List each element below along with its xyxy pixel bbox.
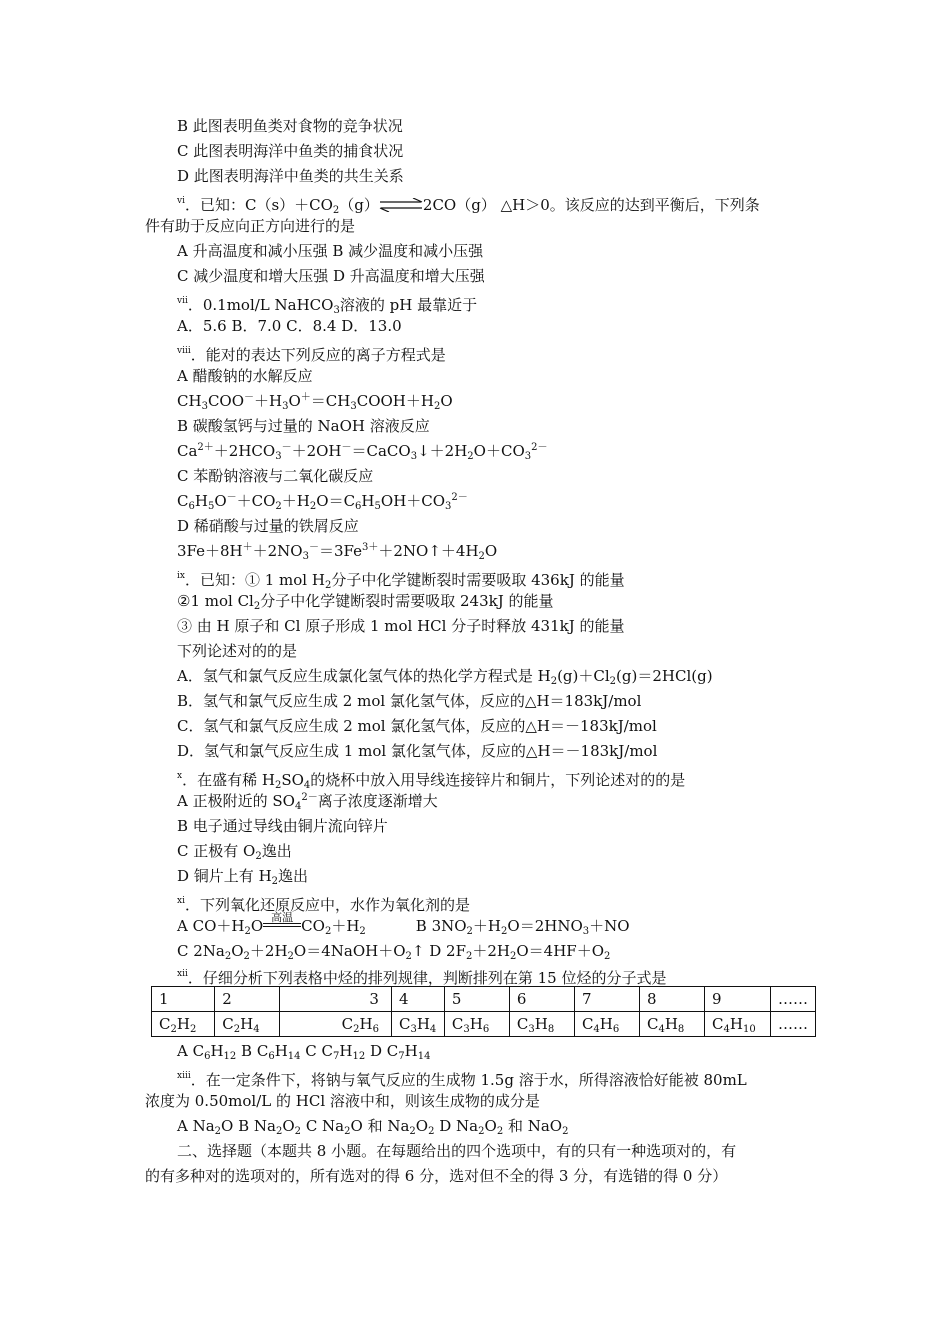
stem-text: ．在盛有稀 H: [182, 771, 275, 789]
question-number: xi: [177, 896, 185, 906]
question-number: vi: [177, 196, 185, 206]
option-a: A．氢气和氯气反应生成氯化氢气体的热化学方程式是 $H_2(g)+Cl_2(g)=2HCl(g)$: [177, 667, 713, 687]
stem-text: ．已知：① 1 mol H: [184, 571, 325, 589]
table-row: [152, 1012, 816, 1037]
option-a: A 醋酸钠的水解反应: [177, 367, 313, 385]
stem-text: ．能对的表达下列反应的离子方程式是: [190, 346, 446, 364]
option-text: 离子浓度逐渐增大: [317, 792, 438, 810]
option-b: B 此图表明鱼类对食物的竞争状况: [177, 117, 403, 135]
question-12-stem: [177, 964, 667, 987]
question-9-prompt: 下列论述对的的是: [177, 642, 298, 660]
table-cell: ……: [771, 1012, 816, 1037]
stem-text: ．已知：C（s）＋CO: [184, 196, 333, 214]
question-9-stem: $^{ix}$．已知：① 1 mol $H_2$分子中化学键断裂时需要吸取 436kJ 的能量: [177, 571, 625, 591]
option-text: C 正极有 O: [177, 842, 256, 860]
equation-d: $3Fe+8H^++2NO_3^-=3Fe^{3+}+2NO↑+4H_2O$: [177, 542, 498, 562]
option-b: B．氢气和氯气反应生成 2 mol 氯化氢气体，反应的△H＝183kJ/mol: [177, 692, 642, 710]
question-6-options-cd: C 减少温度和增大压强 D 升高温度和增大压强: [177, 267, 485, 285]
table-cell: ……: [771, 987, 816, 1012]
stem-text: 分子中化学键断裂时需要吸取 436kJ 的能量: [331, 571, 625, 589]
question-number: viii: [177, 346, 191, 356]
stem-text: 的烧杯中放入用导线连接锌片和铜片，下列论述对的的是: [310, 771, 686, 789]
table-cell: $C_2H_2$: [152, 1012, 215, 1037]
stem-text: 分子中化学键断裂时需要吸取 243kJ 的能量: [260, 592, 554, 610]
question-8-stem: [177, 341, 446, 364]
question-13-stem-cont: 浓度为 0.50mol/L 的 HCl 溶液中和，则该生成物的成分是: [145, 1092, 540, 1110]
equation-c: $C_6H_5O^-+CO_2+H_2O=C_6H_5OH+CO_3^{2-}$: [177, 492, 468, 512]
table-cell: 3: [280, 987, 392, 1012]
table-cell: 6: [509, 987, 574, 1012]
question-11-options-cd: C $2Na_2O_2+2H_2O=4NaOH+O_2↑$ D $2F_2+2H_2O=4HF+O_2$: [177, 942, 611, 962]
table-cell: $C_4H_6$: [574, 1012, 639, 1037]
option-c: C 正极有 $O_2$逸出: [177, 842, 292, 862]
table-cell: $C_4H_{10}$: [705, 1012, 771, 1037]
question-13-stem: [177, 1066, 747, 1089]
reaction-condition: [263, 911, 301, 931]
stem-text: ．下列氧化还原反应中，水作为氧化剂的是: [184, 896, 470, 914]
option-text: 逸出: [261, 842, 292, 860]
question-number: xiii: [177, 1071, 191, 1081]
table-cell: $C_2H_4$: [215, 1012, 280, 1037]
question-12-options: A $C_6H_{12}$ B $C_6H_{14}$ C $C_7H_{12}$ D $C_7H_{14}$: [177, 1042, 431, 1062]
table-cell: $C_3H_4$: [391, 1012, 444, 1037]
option-text: 逸出: [278, 867, 309, 885]
question-7-options: A．5.6 B．7.0 C．8.4 D．13.0: [177, 317, 402, 335]
condition-3: ③ 由 H 原子和 Cl 原子形成 1 mol HCl 分子时释放 431kJ 的能量: [177, 617, 625, 635]
condition-label: 高温: [271, 911, 294, 924]
option-text: A．氢气和氯气反应生成氯化氢气体的热化学方程式是 H: [177, 667, 551, 685]
question-11-stem: [177, 891, 470, 914]
table-cell: $C_2H_6$: [280, 1012, 392, 1037]
option-c: C 此图表明海洋中鱼类的捕食状况: [177, 142, 404, 160]
table-cell: 2: [215, 987, 280, 1012]
question-11-options-ab: A $CO+H_2O$ 高温 $CO_2+H_2$ B $3NO_2+H_2O=2HNO_3+NO$: [177, 916, 630, 936]
question-13-options: A $Na_2O$ B $Na_2O_2$ C $Na_2O$ 和 $Na_2O_2$ D $Na_2O_2$ 和 NaO$_2$: [177, 1117, 569, 1137]
stem-text: 溶液的 pH 最靠近于: [339, 296, 478, 314]
option-c: C．氢气和氯气反应生成 2 mol 氯化氢气体，反应的△H＝－183kJ/mol: [177, 717, 657, 735]
table-row: [152, 987, 816, 1012]
question-number: ix: [177, 571, 185, 581]
table-cell: $C_4H_8$: [639, 1012, 704, 1037]
option-b: B 电子通过导线由铜片流向锌片: [177, 817, 388, 835]
equilibrium-arrow-icon: [379, 198, 423, 212]
hydrocarbon-table: [151, 986, 816, 1037]
option-d: D 铜片上有 $H_2$逸出: [177, 867, 309, 887]
stem-text: SO: [281, 771, 304, 789]
option-c: C 苯酚钠溶液与二氧化碳反应: [177, 467, 374, 485]
equation-b: $Ca^{2+}+2HCO_3^-+2OH^-=CaCO_3↓+2H_2O+CO_3^{2-}$: [177, 442, 548, 462]
condition-2: ②1 mol $Cl_2$分子中化学键断裂时需要吸取 243kJ 的能量: [177, 592, 554, 612]
question-number: vii: [177, 296, 188, 306]
table-cell: 8: [639, 987, 704, 1012]
stem-text: ．仔细分析下列表格中烃的排列规律，判断排列在第 15 位烃的分子式是: [187, 969, 667, 987]
table-cell: 4: [391, 987, 444, 1012]
stem-text: ．在一定条件下，将钠与氧气反应的生成物 1.5g 溶于水，所得溶液恰好能被 80mL: [190, 1071, 747, 1089]
equation-a: $CH_3COO^-+H_3O^+=CH_3COOH+H_2O$: [177, 392, 453, 412]
table-cell: 9: [705, 987, 771, 1012]
stem-text: 2CO（g） △H＞0。该反应的达到平衡后，下列条: [422, 196, 760, 214]
question-6-stem: $^{vi}$．已知：$C(s)+CO_2(g)$ 2CO（g） △H＞0。该反应的达到平衡后，下列条: [177, 196, 760, 216]
section-2-heading-cont: 的有多种对的选项对的，所有选对的得 6 分，选对但不全的得 3 分，有选错的得 0 分）: [145, 1167, 728, 1185]
table-cell: 7: [574, 987, 639, 1012]
table-cell: $C_3H_8$: [509, 1012, 574, 1037]
question-10-stem: $^x$．在盛有稀 $H_2SO_4$的烧杯中放入用导线连接锌片和铜片，下列论述对的的是: [177, 771, 686, 791]
option-text: D 铜片上有 H: [177, 867, 272, 885]
table-cell: 5: [444, 987, 509, 1012]
stem-text: ．0.1mol/L NaHCO: [187, 296, 334, 314]
question-7-stem: $^{vii}$．0.1mol/L NaHCO$_3$溶液的 pH 最靠近于: [177, 296, 478, 316]
option-text: A 正极附近的 SO: [177, 792, 295, 810]
option-d: D．氢气和氯气反应生成 1 mol 氯化氢气体，反应的△H＝－183kJ/mol: [177, 742, 658, 760]
question-6-stem-cont: 件有助于反应向正方向进行的是: [145, 217, 356, 235]
option-b: B 碳酸氢钙与过量的 NaOH 溶液反应: [177, 417, 430, 435]
stem-text: （g）: [339, 196, 379, 214]
question-6-options-ab: A 升高温度和减小压强 B 减少温度和减小压强: [177, 242, 484, 260]
table-cell: $C_3H_6$: [444, 1012, 509, 1037]
table-cell: 1: [152, 987, 215, 1012]
option-d: D 稀硝酸与过量的铁屑反应: [177, 517, 359, 535]
question-number: x: [177, 771, 183, 781]
option-d: D 此图表明海洋中鱼类的共生关系: [177, 167, 404, 185]
question-number: xii: [177, 969, 188, 979]
stem-text: ②1 mol Cl: [177, 592, 254, 610]
section-2-heading: 二、选择题（本题共 8 小题。在每题给出的四个选项中，有的只有一种选项对的，有: [177, 1142, 737, 1160]
option-a: A 正极附近的 $SO_4^{2-}$离子浓度逐渐增大: [177, 792, 438, 812]
